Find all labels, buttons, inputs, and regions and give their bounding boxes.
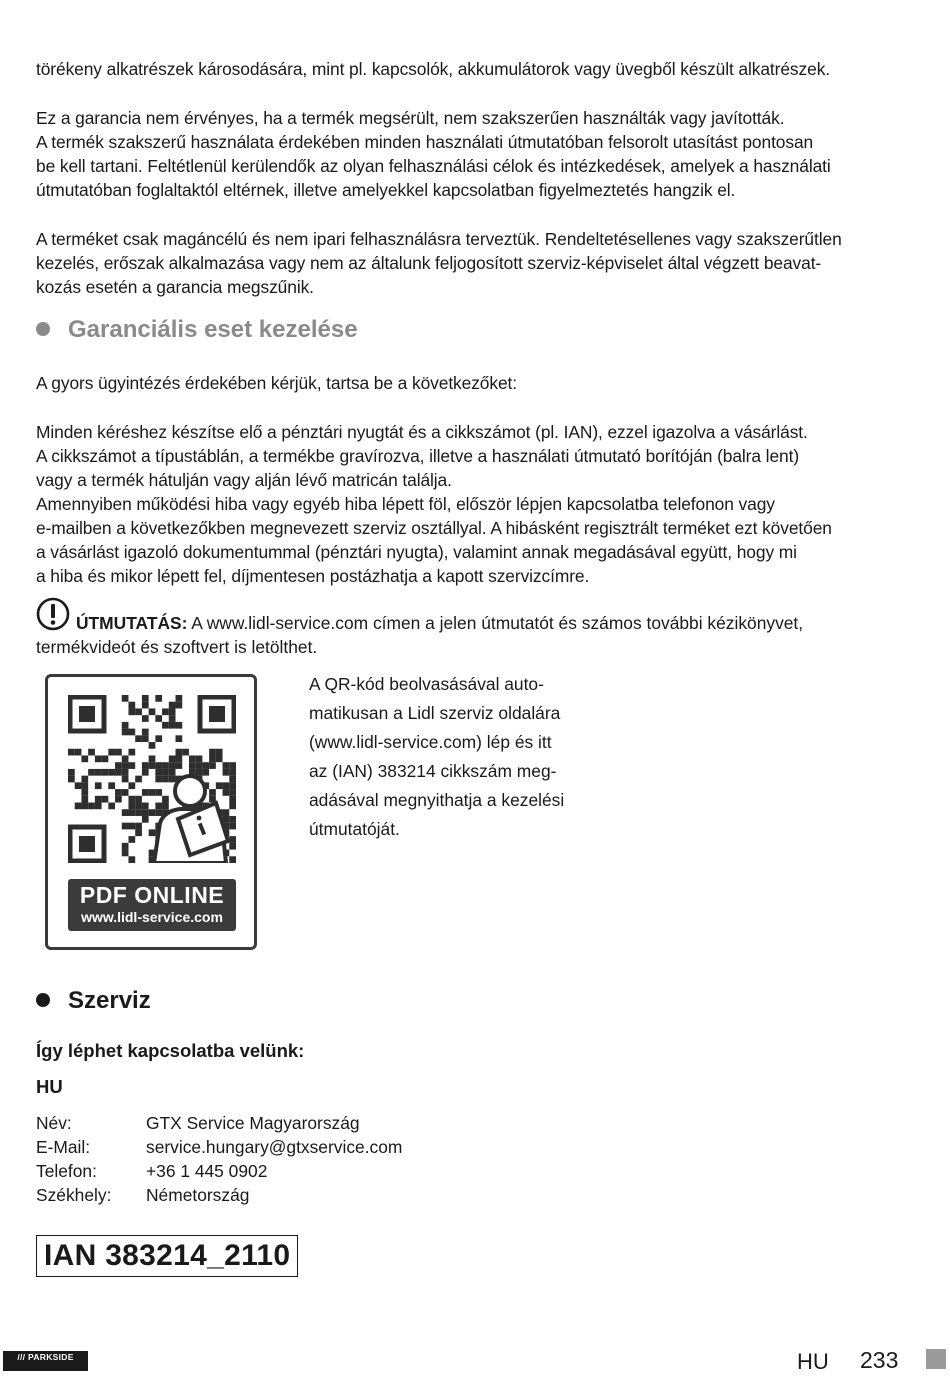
text-line: kozás esetén a garancia megszűnik. [36, 277, 314, 297]
text-line: A QR-kód beolvasásával auto- [309, 674, 544, 694]
footer-language: HU [797, 1349, 829, 1374]
note-line-1: ÚTMUTATÁS: A www.lidl-service.com címen a jelen útmutatót és számos további kézikönyvet, [76, 613, 804, 633]
heading-warranty-case: Garanciális eset kezelése [36, 315, 358, 345]
page-tab-marker [926, 1349, 946, 1369]
contact-table [36, 1111, 402, 1207]
text-line: matikusan a Lidl szerviz oldalára [309, 703, 561, 723]
paragraph-private-use [36, 227, 916, 299]
contact-row-seat: Székhely: Németország [36, 1185, 250, 1205]
text-line: e-mailben a következőkben megnevezett szerviz osztállyal. A hibásként regisztrált terméket ezt követően [36, 518, 832, 538]
bullet-dot [36, 993, 50, 1007]
qr-url: www.lidl-service.com [81, 909, 223, 925]
text-line: adásával megnyithatja a kezelési [309, 790, 565, 810]
paragraph-claim-instructions [36, 420, 916, 588]
text-line: a hiba és mikor lépett fel, díjmentesen postázhatja a kapott szervizcímre. [36, 566, 590, 586]
parkside-logo: /// PARKSIDE [3, 1351, 88, 1371]
heading-service: Szerviz [36, 986, 151, 1016]
text-line: útmutatóját. [309, 819, 400, 839]
page-number: 233 [860, 1347, 899, 1373]
text-line: az (IAN) 383214 cikkszám meg- [309, 761, 557, 781]
note-line-2: termékvideót és szoftvert is letölthet. [36, 637, 318, 657]
text-line: A termék szakszerű használata érdekében minden használati útmutatóban felsorolt utasítást pontosan [36, 132, 814, 152]
qr-description [309, 670, 564, 844]
text-line: vagy a termék hátulján vagy alján lévő matricán találja. [36, 470, 452, 490]
note-download [36, 597, 926, 659]
qr-label [68, 879, 236, 931]
text-line: A gyors ügyintézés érdekében kérjük, tartsa be a következőket: [36, 373, 518, 393]
text-line: útmutatóban foglaltaktól eltérnek, illetve amelyekkel kapcsolatban figyelmeztetés hangzik el. [36, 180, 736, 200]
contact-row-email: E-Mail: service.hungary@gtxservice.com [36, 1137, 403, 1157]
contact-country: HU [36, 1076, 63, 1097]
text-line: A terméket csak magáncélú és nem ipari felhasználásra terveztük. Rendeltetésellenes vagy szakszerűtlen [36, 229, 842, 249]
contact-row-phone: Telefon: +36 1 445 0902 [36, 1161, 268, 1181]
text-line: kezelés, erőszak alkalmazása vagy nem az általunk feljogosított szerviz-képviselet által végzett beavat- [36, 253, 822, 273]
paragraph-warranty-invalid [36, 106, 916, 202]
qr-code-box [45, 674, 257, 950]
text-line: Minden kéréshez készítse elő a pénztári nyugtát és a cikkszámot (pl. IAN), ezzel igazolva a vásárlást. [36, 422, 808, 442]
text-line: A cikkszámot a típustáblán, a termékbe gravírozva, illetve a használati útmutató borítóján (balra lent) [36, 446, 800, 466]
contact-intro: Így léphet kapcsolatba velünk: [36, 1040, 305, 1061]
note-label: ÚTMUTATÁS: [76, 613, 188, 633]
text-line: Amennyiben működési hiba vagy egyéb hiba lépett föl, először lépjen kapcsolatba telefonon vagy [36, 494, 775, 514]
exclamation-circle-icon [36, 597, 70, 631]
qr-title: PDF ONLINE [79, 882, 225, 908]
text-line: a vásárlást igazoló dokumentummal (pénztári nyugta), valamint annak megadásával együtt, hogy mi [36, 542, 797, 562]
bullet-dot [36, 322, 50, 336]
text-line: (www.lidl-service.com) lép és itt [309, 732, 552, 752]
contact-row-name: Név: GTX Service Magyarország [36, 1113, 360, 1133]
paragraph-fragile-parts [36, 57, 916, 81]
paragraph-quick-processing [36, 371, 916, 395]
text-line: törékeny alkatrészek károsodására, mint pl. kapcsolók, akkumulátorok vagy üvegből készült alkatrészek. [36, 59, 831, 79]
ian-number: IAN 383214_2110 [36, 1235, 298, 1277]
qr-code [68, 695, 236, 863]
text-line: Ez a garancia nem érvényes, ha a termék megsérült, nem szakszerűen használták vagy javították. [36, 108, 785, 128]
text-line: be kell tartani. Feltétlenül kerülendők az olyan felhasználási célok és intézkedések, amelyek a használati [36, 156, 831, 176]
